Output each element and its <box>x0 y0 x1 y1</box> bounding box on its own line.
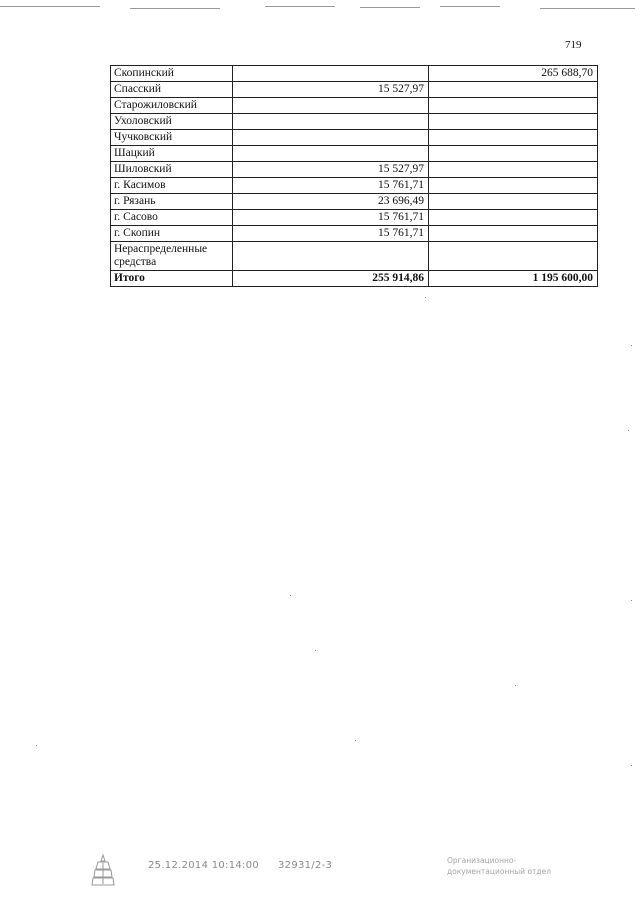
amount-cell <box>233 242 429 271</box>
amount-cell <box>429 162 598 178</box>
district-name: г. Касимов <box>111 178 233 194</box>
amount-cell: 15 761,71 <box>233 178 429 194</box>
scan-speck <box>631 600 632 601</box>
budget-distribution-table <box>110 65 598 287</box>
district-name: г. Рязань <box>111 194 233 210</box>
scan-speck <box>315 650 316 651</box>
amount-cell <box>429 114 598 130</box>
amount-cell <box>233 66 429 82</box>
amount-cell <box>233 130 429 146</box>
scan-speck <box>515 685 516 686</box>
table-row <box>111 114 598 130</box>
scan-speck <box>355 740 356 741</box>
table-row <box>111 82 598 98</box>
scan-speck <box>631 765 632 766</box>
emblem-icon <box>90 853 116 887</box>
district-name: г. Скопин <box>111 226 233 242</box>
stamp-line: документационный отдел <box>447 867 551 876</box>
table-row <box>111 130 598 146</box>
table-row <box>111 242 598 271</box>
amount-cell <box>233 146 429 162</box>
scan-speck <box>631 345 632 346</box>
footer-stamp <box>447 855 551 877</box>
amount-cell <box>429 82 598 98</box>
district-name: г. Сасово <box>111 210 233 226</box>
amount-cell <box>429 226 598 242</box>
scan-speck <box>628 430 629 431</box>
total-label: Итого <box>111 271 233 287</box>
amount-cell <box>429 98 598 114</box>
footer-doc-code: 32931/2-3 <box>278 860 333 871</box>
amount-cell <box>429 130 598 146</box>
scan-speck <box>425 297 426 298</box>
district-name: Чучковский <box>111 130 233 146</box>
amount-cell: 15 761,71 <box>233 210 429 226</box>
amount-cell: 265 688,70 <box>429 66 598 82</box>
footer-timestamp: 25.12.2014 10:14:00 <box>148 860 260 871</box>
table-row <box>111 178 598 194</box>
total-amount: 255 914,86 <box>233 271 429 287</box>
table-row <box>111 226 598 242</box>
amount-cell: 15 761,71 <box>233 226 429 242</box>
amount-cell <box>233 98 429 114</box>
total-amount: 1 195 600,00 <box>429 271 598 287</box>
table-row <box>111 66 598 82</box>
table-row <box>111 98 598 114</box>
scan-speck <box>36 745 37 746</box>
scan-speck <box>290 595 291 596</box>
district-name: Старожиловский <box>111 98 233 114</box>
total-row <box>111 271 598 287</box>
district-name: Спасский <box>111 82 233 98</box>
district-name: Шацкий <box>111 146 233 162</box>
district-name: Нераспределенные средства <box>111 242 233 271</box>
amount-cell <box>429 242 598 271</box>
table-row <box>111 146 598 162</box>
district-name: Ухоловский <box>111 114 233 130</box>
amount-cell: 15 527,97 <box>233 82 429 98</box>
amount-cell <box>429 178 598 194</box>
amount-cell: 23 696,49 <box>233 194 429 210</box>
table-row <box>111 162 598 178</box>
table-row <box>111 210 598 226</box>
scan-top-edge <box>0 6 640 12</box>
amount-cell <box>429 146 598 162</box>
page-number: 719 <box>565 39 582 51</box>
amount-cell <box>429 210 598 226</box>
amount-cell: 15 527,97 <box>233 162 429 178</box>
amount-cell <box>429 194 598 210</box>
district-name: Скопинский <box>111 66 233 82</box>
district-name: Шиловский <box>111 162 233 178</box>
stamp-line: Организационно- <box>447 856 517 865</box>
amount-cell <box>233 114 429 130</box>
table-row <box>111 194 598 210</box>
